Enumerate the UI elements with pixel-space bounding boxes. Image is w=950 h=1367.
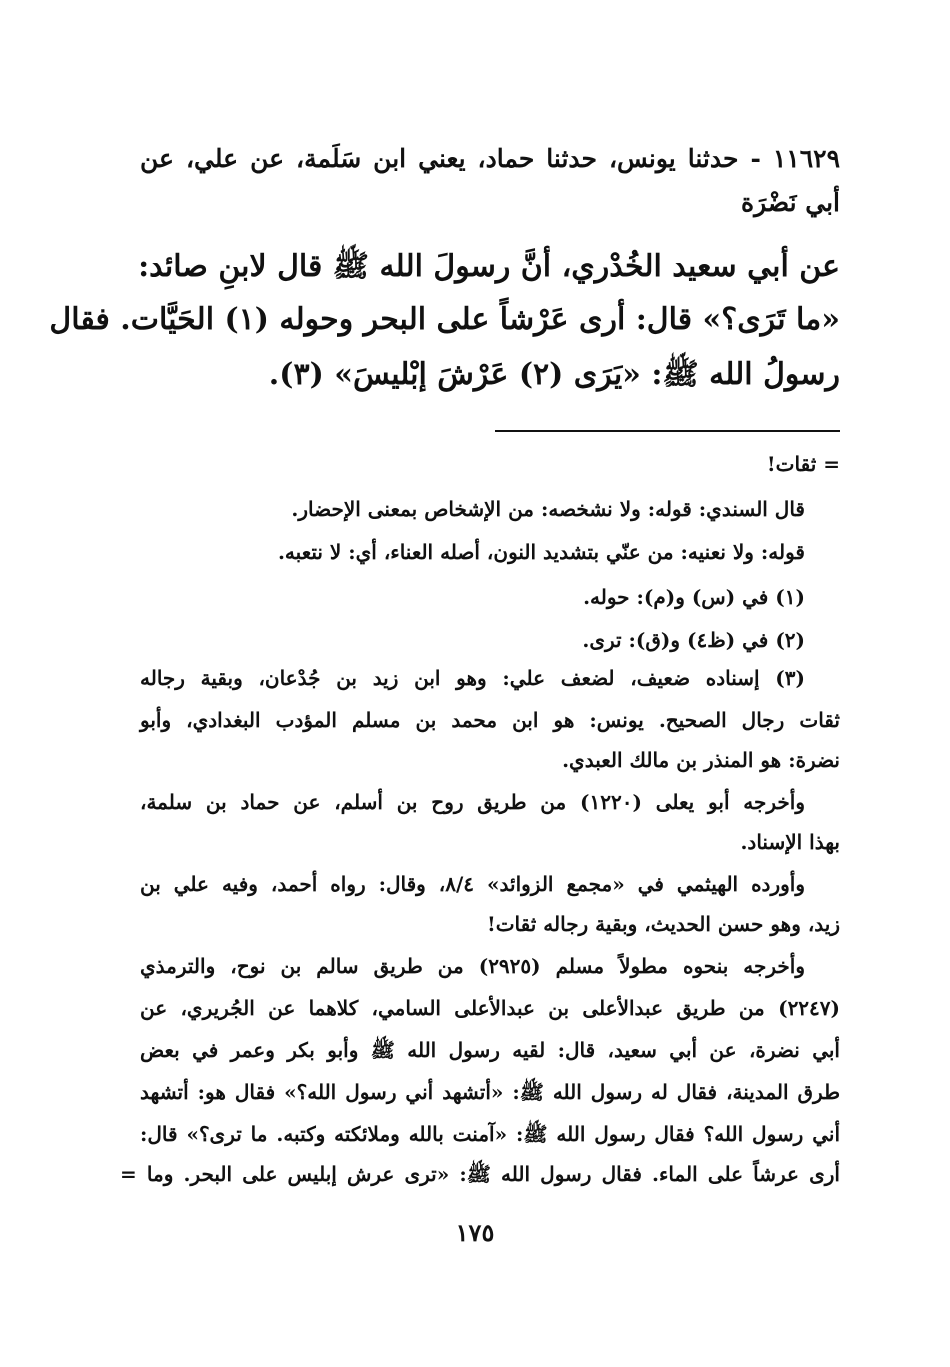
hadith-matn-line-1: عن أبي سعيد الخُدْري، أنَّ رسولَ الله ﷺ قال لابنِ صائد: (138, 249, 840, 284)
footnote-line: ثقات رجال الصحيح. يونس: هو ابن محمد بن مسلم المؤدب البغدادي، وأبو (140, 708, 840, 732)
footnote-3: (٣) إسناده ضعيف، لضعف علي: وهو ابن زيد بن جُدْعان، وبقية رجاله (140, 666, 805, 690)
footnote-continuation: = ثقات! (766, 452, 840, 476)
footnote-line: وأورده الهيثمي في «مجمع الزوائد» ٨/٤، وقال: رواه أحمد، وفيه علي بن (140, 872, 805, 896)
page-number: ١٧٥ (455, 1218, 495, 1247)
footnote-line: طرق المدينة، فقال له رسول الله ﷺ: «أتشهد أني رسول الله؟» فقال هو: أتشهد (140, 1080, 840, 1104)
footnote-line: أني رسول الله؟ فقال رسول الله ﷺ: «آمنت بالله وملائكته وكتبه. ما ترى؟» قال: (140, 1122, 840, 1146)
footnote-2: (٢) في (ظ٤) و(ق): ترى. (582, 628, 805, 652)
footnote-line: نضرة: هو المنذر بن مالك العبدي. (562, 748, 840, 772)
footnote-separator (495, 430, 840, 432)
footnote-line: قوله: ولا نعنيه: من عنّي بتشديد النون، أصله العناء، أي: لا نتعبه. (277, 540, 805, 564)
hadith-isnad-line-1: ١١٦٢٩ - حدثنا يونس، حدثنا حماد، يعني ابن سَلَمة، عن علي، عن (140, 144, 841, 173)
hadith-isnad-line-2: أبي نَضْرَة (741, 188, 840, 217)
footnote-line: قال السندي: قوله: ولا نشخصه: من الإشخاص بمعنى الإحضار. (291, 497, 805, 521)
footnote-line: وأخرجه بنحوه مطولاً مسلم (٢٩٢٥) من طريق سالم بن نوح، والترمذي (140, 954, 805, 978)
footnote-line: أبي نضرة، عن أبي سعيد، قال: لقيه رسول الله ﷺ وأبو بكر وعمر في بعض (140, 1038, 840, 1062)
footnote-line: أرى عرشاً على الماء. فقال رسول الله ﷺ: «ترى عرش إبليس على البحر. وما = (120, 1162, 840, 1186)
footnote-line: (٢٢٤٧) من طريق عبدالأعلى بن عبدالأعلى السامي، كلاهما عن الجُريري، عن (140, 996, 840, 1020)
footnote-line: وأخرجه أبو يعلى (١٢٢٠) من طريق روح بن أسلم، عن حماد بن سلمة، (140, 790, 806, 814)
footnote-1: (١) في (س) و(م): حوله. (583, 585, 805, 609)
hadith-matn-line-2: «ما تَرَى؟» قال: أرى عَرْشاً على البحر وحوله (١) الحَيَّات. فقال (49, 302, 840, 337)
hadith-matn-line-3: رسولُ الله ﷺ: «يَرَى (٢) عَرْشَ إبْليسَ» (٣). (268, 357, 840, 392)
footnote-line: بهذا الإسناد. (740, 830, 840, 854)
footnote-line: زيد، وهو حسن الحديث، وبقية رجاله ثقات! (486, 912, 840, 936)
